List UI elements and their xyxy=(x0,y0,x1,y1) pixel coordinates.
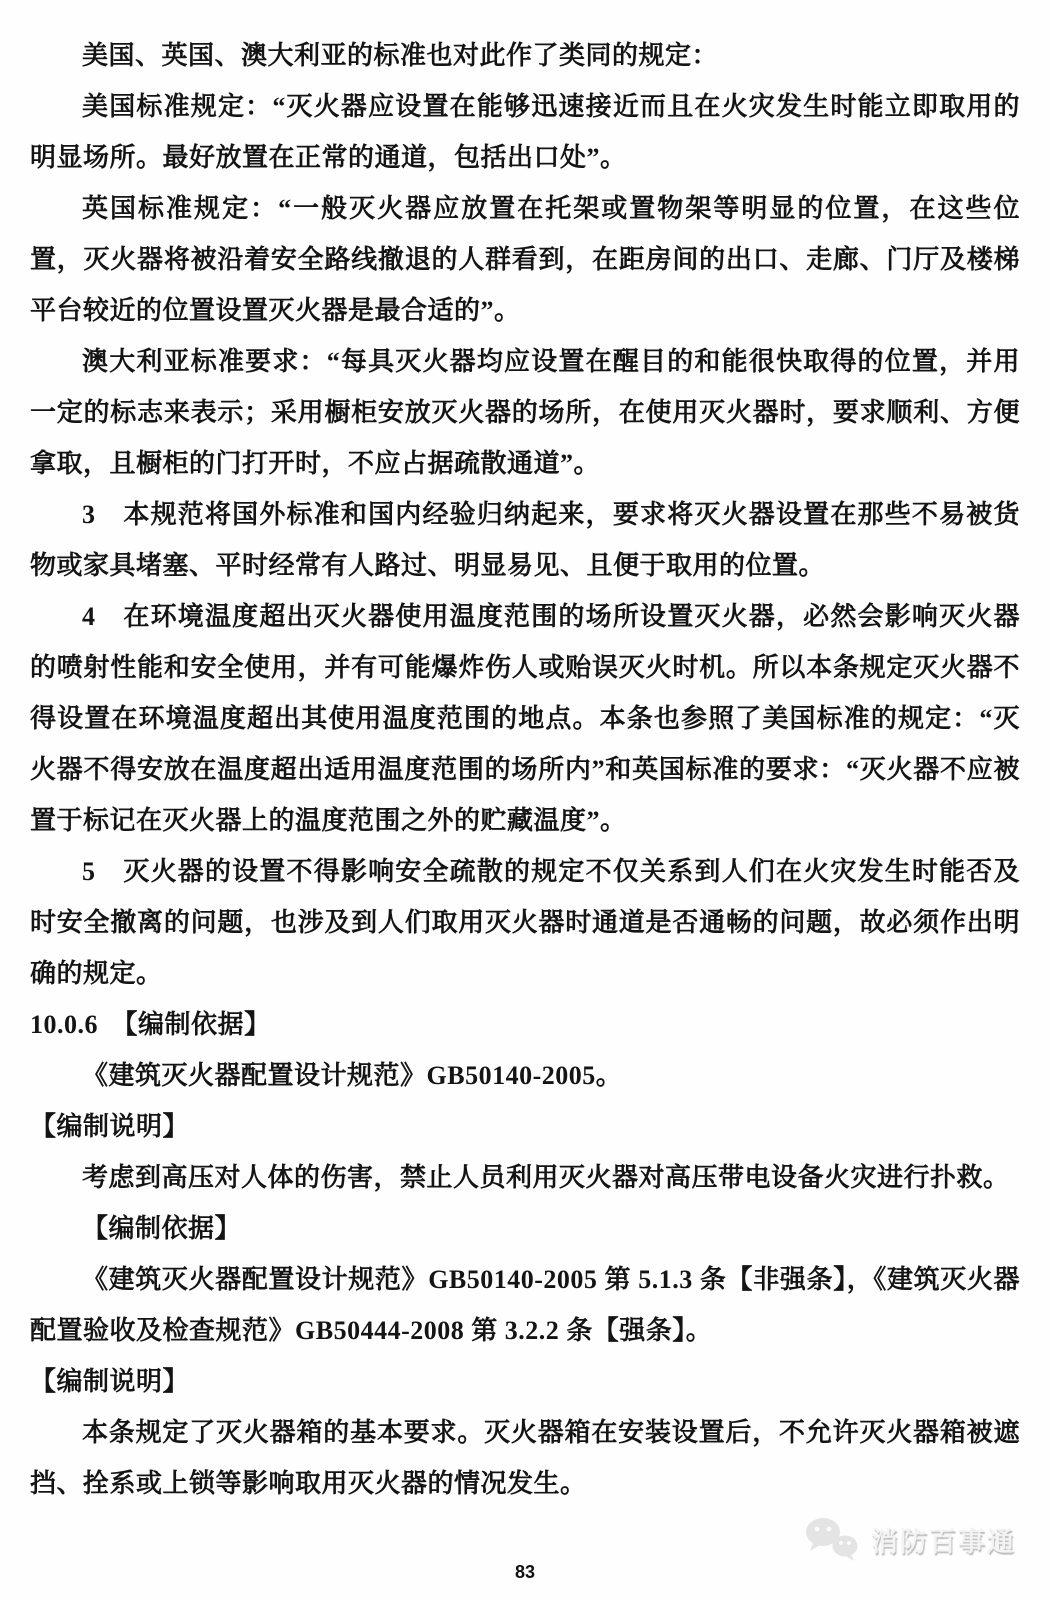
paragraph: 澳大利亚标准要求：“每具灭火器均应设置在醒目的和能很快取得的位置，并用一定的标志来表示；采用橱柜安放灭火器的场所，在使用灭火器时，要求顺利、方便拿取，且橱柜的门打开时，不应占据疏散通道”。 xyxy=(30,347,1020,478)
paragraph: 《建筑灭火器配置设计规范》GB50140-2005。 xyxy=(82,1061,623,1090)
section-heading: 10.0.6 【编制依据】 xyxy=(30,1010,271,1039)
paragraph: 4 在环境温度超出灭火器使用温度范围的场所设置灭火器，必然会影响灭火器的喷射性能和安全使用，并有可能爆炸伤人或贻误灭火时机。所以本条规定灭火器不得设置在环境温度超出其使用温度范围的地点。本条也参照了美国标准的规定：“灭火器不得安放在温度超出适用温度范围的场所内”和英国标准的要求：“灭火器不应被置于标记在灭火器上的温度范围之外的贮藏温度”。 xyxy=(30,602,1020,835)
paragraph: 本条规定了灭火器箱的基本要求。灭火器箱在安装设置后，不允许灭火器箱被遮挡、拴系或上锁等影响取用灭火器的情况发生。 xyxy=(30,1418,1020,1498)
paragraph: 美国标准规定：“灭火器应设置在能够迅速接近而且在火灾发生时能立即取用的明显场所。最好放置在正常的通道，包括出口处”。 xyxy=(30,92,1020,172)
paragraph: 3 本规范将国外标准和国内经验归纳起来，要求将灭火器设置在那些不易被货物或家具堵塞、平时经常有人路过、明显易见、且便于取用的位置。 xyxy=(30,500,1020,580)
watermark-text: 消防百事通 xyxy=(871,1526,1016,1557)
page-number: 83 xyxy=(514,1562,536,1582)
paragraph: 美国、英国、澳大利亚的标准也对此作了类同的规定： xyxy=(82,41,719,70)
paragraph: 5 灭火器的设置不得影响安全疏散的规定不仅关系到人们在火灾发生时能否及时安全撤离的问题，也涉及到人们取用灭火器时通道是否通畅的问题，故必须作出明确的规定。 xyxy=(30,857,1020,988)
paragraph: 英国标准规定：“一般灭火器应放置在托架或置物架等明显的位置，在这些位置，灭火器将被沿着安全路线撤退的人群看到，在距房间的出口、走廊、门厅及楼梯平台较近的位置设置灭火器是最合适的”。 xyxy=(30,194,1020,325)
section-heading: 【编制说明】 xyxy=(30,1367,190,1396)
chat-bubbles-icon xyxy=(803,1516,861,1562)
section-heading: 【编制依据】 xyxy=(82,1214,242,1243)
section-heading: 【编制说明】 xyxy=(30,1112,190,1141)
watermark xyxy=(803,1516,1016,1562)
paragraph: 《建筑灭火器配置设计规范》GB50140-2005 第 5.1.3 条【非强条】，《建筑灭火器配置验收及检查规范》GB50444-2008 第 3.2.2 条【强条】。 xyxy=(30,1265,1020,1345)
paragraph: 考虑到高压对人体的伤害，禁止人员利用灭火器对高压带电设备火灾进行扑救。 xyxy=(82,1163,1010,1192)
